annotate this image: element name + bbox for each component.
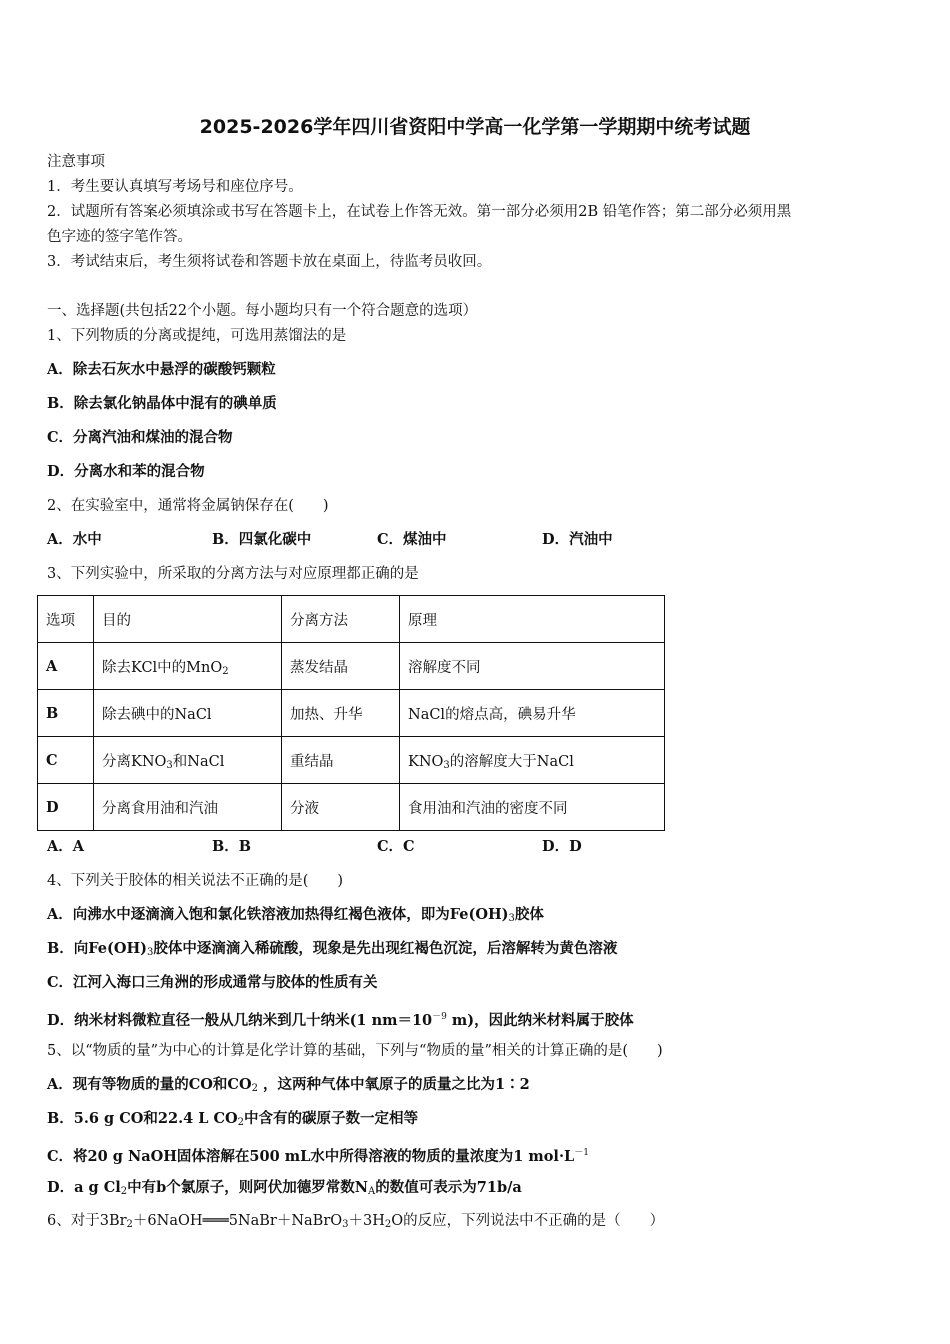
q5-option-d: D．a g $Cl_2$中有b个氯原子，则阿伏加德罗常数$N_A$的数值可表示为71b/a [47, 1179, 522, 1197]
q1-option-c: C．分离汽油和煤油的混合物 [47, 429, 233, 446]
q2-stem: 2、在实验室中，通常将金属钠保存在( ) [47, 498, 329, 514]
row-purpose: 分离$KNO_3$和NaCl [94, 737, 282, 784]
table-row [38, 643, 665, 690]
row-principle: $KNO_3$的溶解度大于NaCl [400, 737, 665, 784]
table-header-row [38, 596, 665, 643]
q4-option-c: C．江河入海口三角洲的形成通常与胶体的性质有关 [47, 974, 378, 991]
notice-line-3: 色字迹的签字笔作答。 [47, 229, 192, 245]
row-method: 分液 [282, 784, 400, 831]
notice-line-4: 3．考试结束后，考生须将试卷和答题卡放在桌面上，待监考员收回。 [47, 254, 492, 270]
q4-option-d: D．纳米材料微粒直径一般从几纳米到几十纳米(1 $nm=10^{-9}$ m)，因此纳米材料属于胶体 [47, 1012, 634, 1029]
q5-stem: 5、以“物质的量”为中心的计算是化学计算的基础，下列与“物质的量”相关的计算正确的是( ) [47, 1043, 663, 1059]
q1-stem: 1、下列物质的分离或提纯，可选用蒸馏法的是 [47, 328, 347, 344]
header-option: 选项 [38, 596, 94, 643]
table-row [38, 690, 665, 737]
table-row [38, 784, 665, 831]
q1-option-d: D．分离水和苯的混合物 [47, 463, 205, 480]
header-principle: 原理 [400, 596, 665, 643]
row-principle: 溶解度不同 [400, 643, 665, 690]
header-method: 分离方法 [282, 596, 400, 643]
q3-option-d: D．D [542, 838, 582, 855]
q3-stem: 3、下列实验中，所采取的分离方法与对应原理都正确的是 [47, 566, 419, 582]
row-option: B [38, 690, 94, 737]
row-option: A [38, 643, 94, 690]
row-method: 重结晶 [282, 737, 400, 784]
row-purpose: 除去碘中的NaCl [94, 690, 282, 737]
q3-option-c: C．C [377, 838, 415, 855]
q2-option-a: A．水中 [47, 531, 102, 548]
q4-stem: 4、下列关于胶体的相关说法不正确的是( ) [47, 873, 344, 889]
row-method: 加热、升华 [282, 690, 400, 737]
notice-line-1: 1．考生要认真填写考场号和座位序号。 [47, 179, 303, 195]
q1-option-a: A．除去石灰水中悬浮的碳酸钙颗粒 [47, 361, 276, 378]
q4-option-b: B．向$Fe(OH)_3$胶体中逐滴滴入稀硫酸，现象是先出现红褐色沉淀，后溶解转为黄色溶液 [47, 940, 618, 958]
q5-option-a: A．现有等物质的量的CO和$CO_2$ ，这两种气体中氧原子的质量之比为1∶2 [47, 1076, 530, 1094]
header-purpose: 目的 [94, 596, 282, 643]
q1-option-b: B．除去氯化钠晶体中混有的碘单质 [47, 395, 277, 412]
q3-option-b: B．B [212, 838, 252, 855]
row-principle: NaCl的熔点高，碘易升华 [400, 690, 665, 737]
row-purpose: 除去KCl中的MnO$_2$ [94, 643, 282, 690]
notice-heading: 注意事项 [47, 154, 105, 170]
section-heading: 一、选择题(共包括22个小题。每小题均只有一个符合题意的选项） [47, 303, 478, 319]
q2-option-b: B．四氯化碳中 [212, 531, 312, 548]
row-option: D [38, 784, 94, 831]
q5-option-b: B．5.6 g CO和22.4 L $CO_2$中含有的碳原子数一定相等 [47, 1110, 419, 1128]
q3-table [37, 595, 665, 831]
q3-option-a: A．A [47, 838, 85, 855]
q5-option-c: C．将20 g NaOH固体溶解在500 mL水中所得溶液的物质的量浓度为1 $mol\cdot L^{-1}$ [47, 1148, 589, 1165]
page-title: 2025-2026学年四川省资阳中学高一化学第一学期期中统考试题 [199, 116, 751, 138]
row-option: C [38, 737, 94, 784]
row-method: 蒸发结晶 [282, 643, 400, 690]
table-row [38, 737, 665, 784]
row-purpose: 分离食用油和汽油 [94, 784, 282, 831]
q4-option-a: A．向沸水中逐滴滴入饱和氯化铁溶液加热得红褐色液体，即为$Fe(OH)_3$胶体 [47, 906, 544, 924]
notice-line-2: 2．试题所有答案必须填涂或书写在答题卡上，在试卷上作答无效。第一部分必须用2B 铅笔作答；第二部分必须用黑 [47, 204, 792, 220]
row-principle: 食用油和汽油的密度不同 [400, 784, 665, 831]
q6-stem: 6、对于$3Br_2+6NaOH═══5NaBr+NaBrO_3+3H_2O$的反应，下列说法中不正确的是（ ） [47, 1213, 665, 1230]
q2-option-c: C．煤油中 [377, 531, 447, 548]
q2-option-d: D．汽油中 [542, 531, 613, 548]
